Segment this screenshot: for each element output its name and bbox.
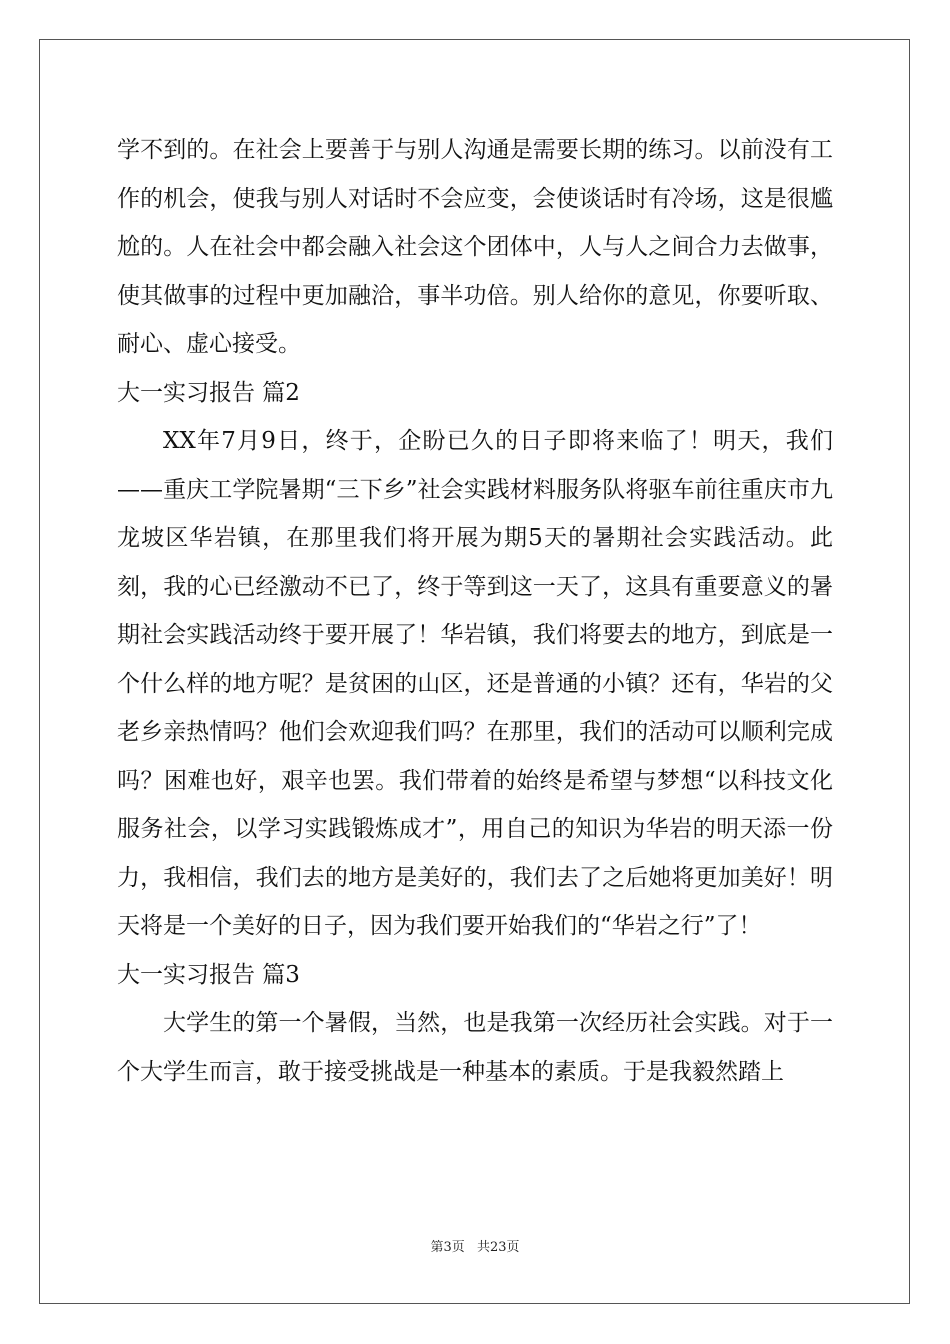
page-total: 共23页 <box>476 1240 520 1255</box>
page-number: 第3页 <box>430 1240 465 1255</box>
page-footer <box>0 1236 950 1255</box>
section-heading-3: 大一实习报告 篇3 <box>117 961 300 988</box>
section-heading-2: 大一实习报告 篇2 <box>117 379 300 406</box>
paragraph-section-2: XX年7月9日，终于，企盼已久的日子即将来临了！明天，我们——重庆工学院暑期“三下乡”社会实践材料服务队将驱车前往重庆市九龙坡区华岩镇，在那里我们将开展为期5天的暑期社会实践活动。此刻，我的心已经激动不已了，终于等到这一天了，这具有重要意义的暑期社会实践活动终于要开展了！华岩镇，我们将要去的地方，到底是一个什么样的地方呢？是贫困的山区，还是普通的小镇？还有，华岩的父老乡亲热情吗？他们会欢迎我们吗？在那里，我们的活动可以顺利完成吗？困难也好，艰辛也罢。我们带着的始终是希望与梦想“以科技文化服务社会，以学习实践锻炼成才”，用自己的知识为华岩的明天添一份力，我相信，我们去的地方是美好的，我们去了之后她将更加美好！明天将是一个美好的日子，因为我们要开始我们的“华岩之行”了！ <box>117 428 833 939</box>
document-body <box>117 126 833 1096</box>
paragraph-section-3: 大学生的第一个暑假，当然，也是我第一次经历社会实践。对于一个大学生而言，敢于接受挑战是一种基本的素质。于是我毅然踏上 <box>117 1010 833 1085</box>
paragraph-continuation: 学不到的。在社会上要善于与别人沟通是需要长期的练习。以前没有工作的机会，使我与别人对话时不会应变，会使谈话时有冷场，这是很尴尬的。人在社会中都会融入社会这个团体中，人与人之间合力去做事，使其做事的过程中更加融洽，事半功倍。别人给你的意见，你要听取、耐心、虚心接受。 <box>117 137 833 357</box>
